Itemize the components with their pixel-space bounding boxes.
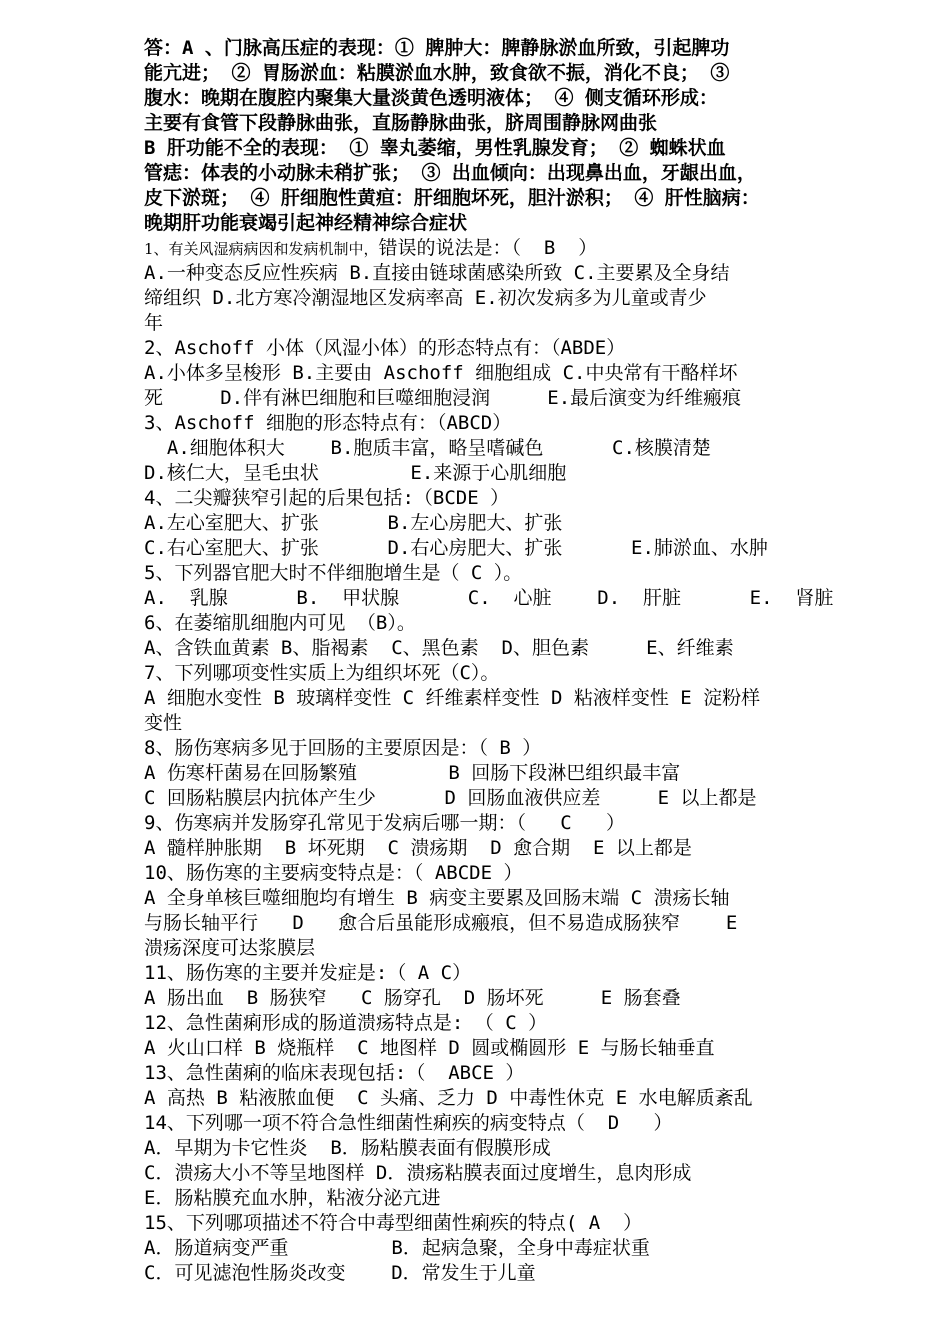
- intro-line: 皮下淤斑； ④ 肝细胞性黄疸：肝细胞坏死，胆汁淤积； ④ 肝性脑病：: [144, 187, 760, 209]
- option-line: A．早期为卡它性炎 B．肠粘膜表面有假膜形成: [144, 1137, 551, 1159]
- question-1-suffix: 错误的说法是：（ B ）: [378, 237, 598, 259]
- question-12: 12、急性菌痢形成的肠道溃疡特点是: （ C ）: [144, 1012, 548, 1034]
- option-line: A 细胞水变性 B 玻璃样变性 C 纤维素样变性 D 粘液样变性 E 淀粉样: [144, 687, 761, 709]
- question-1: [144, 236, 824, 261]
- intro-line: B 肝功能不全的表现： ① 睾丸萎缩，男性乳腺发育； ② 蜘蛛状血: [144, 137, 726, 159]
- question-5: 5、下列器官肥大时不伴细胞增生是（ C ）。: [144, 562, 523, 584]
- option-line: 变性: [144, 712, 183, 734]
- option-line: A.细胞体积大 B.胞质丰富，略呈嗜碱色 C.核膜清楚: [144, 437, 711, 459]
- option-line: C 回肠粘膜层内抗体产生少 D 回肠血液供应差 E 以上都是: [144, 787, 757, 809]
- option-line: D.核仁大，呈毛虫状 E.来源于心肌细胞: [144, 462, 567, 484]
- question-14: 14、下列哪一项不符合急性细菌性痢疾的病变特点（ D ）: [144, 1112, 673, 1134]
- question-15: 15、下列哪项描述不符合中毒型细菌性痢疾的特点( A ）: [144, 1212, 643, 1234]
- question-9: 9、伤寒病并发肠穿孔常见于发病后哪一期：（ C ）: [144, 812, 626, 834]
- intro-line: 主要有食管下段静脉曲张，直肠静脉曲张，脐周围静脉网曲张: [144, 112, 658, 134]
- question-10: 10、肠伤寒的主要病变特点是：（ ABCDE ）: [144, 862, 523, 884]
- question-4: 4、二尖瓣狭窄引起的后果包括:（BCDE ）: [144, 487, 510, 509]
- option-line: A.小体多呈梭形 B.主要由 Aschoff 细胞组成 C.中央常有干酪样坏: [144, 362, 738, 384]
- option-line: A.左心室肥大、扩张 B.左心房肥大、扩张: [144, 512, 563, 534]
- intro-line: 晚期肝功能衰竭引起神经精神综合症状: [144, 212, 468, 234]
- option-line: A．肠道病变严重 B．起病急聚，全身中毒症状重: [144, 1237, 650, 1259]
- option-line: A 伤寒杆菌易在回肠繁殖 B 回肠下段淋巴组织最丰富: [144, 762, 681, 784]
- question-7: 7、下列哪项变性实质上为组织坏死（C）。: [144, 662, 500, 684]
- option-line: 与肠长轴平行 D 愈合后虽能形成瘢痕，但不易造成肠狭窄 E: [144, 912, 738, 934]
- option-line: A 肠出血 B 肠狭窄 C 肠穿孔 D 肠坏死 E 肠套叠: [144, 987, 681, 1009]
- option-line: A.一种变态反应性疾病 B.直接由链球菌感染所致 C.主要累及全身结: [144, 262, 730, 284]
- intro-line: 能亢进； ② 胃肠淤血：粘膜淤血水肿，致食欲不振，消化不良； ③: [144, 62, 730, 84]
- option-line: A 高热 B 粘液脓血便 C 头痛、乏力 D 中毒性休克 E 水电解质紊乱: [144, 1087, 753, 1109]
- option-line: A、含铁血黄素 B、脂褐素 C、黑色素 D、胆色素 E、纤维素: [144, 637, 734, 659]
- document-page: [144, 36, 834, 1286]
- option-line: C．可见滤泡性肠炎改变 D．常发生于儿童: [144, 1262, 536, 1284]
- intro-line: 管痣：体表的小动脉未稍扩张； ③ 出血倾向：出现鼻出血，牙龈出血，: [144, 162, 756, 184]
- intro-line: 答：A 、门脉高压症的表现：① 脾肿大：脾静脉淤血所致，引起脾功: [144, 37, 730, 59]
- option-line: A 火山口样 B 烧瓶样 C 地图样 D 圆或椭圆形 E 与肠长轴垂直: [144, 1037, 715, 1059]
- option-line: A 全身单核巨噬细胞均有增生 B 病变主要累及回肠末端 C 溃疡长轴: [144, 887, 730, 909]
- option-line: 缔组织 D.北方寒冷潮湿地区发病率高 E.初次发病多为儿童或青少: [144, 287, 707, 309]
- question-8: 8、肠伤寒病多见于回肠的主要原因是：（ B ）: [144, 737, 542, 759]
- option-line: A 髓样肿胀期 B 坏死期 C 溃疡期 D 愈合期 E 以上都是: [144, 837, 692, 859]
- option-line: A. 乳腺 B. 甲状腺 C. 心脏 D. 肝脏 E. 肾脏: [144, 587, 834, 609]
- option-line: C.右心室肥大、扩张 D.右心房肥大、扩张 E.肺淤血、水肿: [144, 537, 768, 559]
- option-line: 死 D.伴有淋巴细胞和巨噬细胞浸润 E.最后演变为纤维瘢痕: [144, 387, 742, 409]
- question-11: 11、肠伤寒的主要并发症是:（ A C）: [144, 962, 472, 984]
- option-line: 溃疡深度可达浆膜层: [144, 937, 316, 959]
- option-line: C．溃疡大小不等呈地图样 D．溃疡粘膜表面过度增生，息肉形成: [144, 1162, 692, 1184]
- question-1-prefix: 1、有关风湿病病因和发病机制中，: [144, 240, 379, 258]
- intro-line: 腹水：晚期在腹腔内聚集大量淡黄色透明液体； ④ 侧支循环形成：: [144, 87, 718, 109]
- question-2: 2、Aschoff 小体（风湿小体）的形态特点有：（ABDE）: [144, 337, 626, 359]
- option-line: E．肠粘膜充血水肿，粘液分泌亢进: [144, 1187, 441, 1209]
- question-6: 6、在萎缩肌细胞内可见 （B）。: [144, 612, 416, 634]
- question-3: 3、Aschoff 细胞的形态特点有：（ABCD）: [144, 412, 512, 434]
- option-line: 年: [144, 312, 164, 334]
- question-13: 13、急性菌痢的临床表现包括:（ ABCE ）: [144, 1062, 525, 1084]
